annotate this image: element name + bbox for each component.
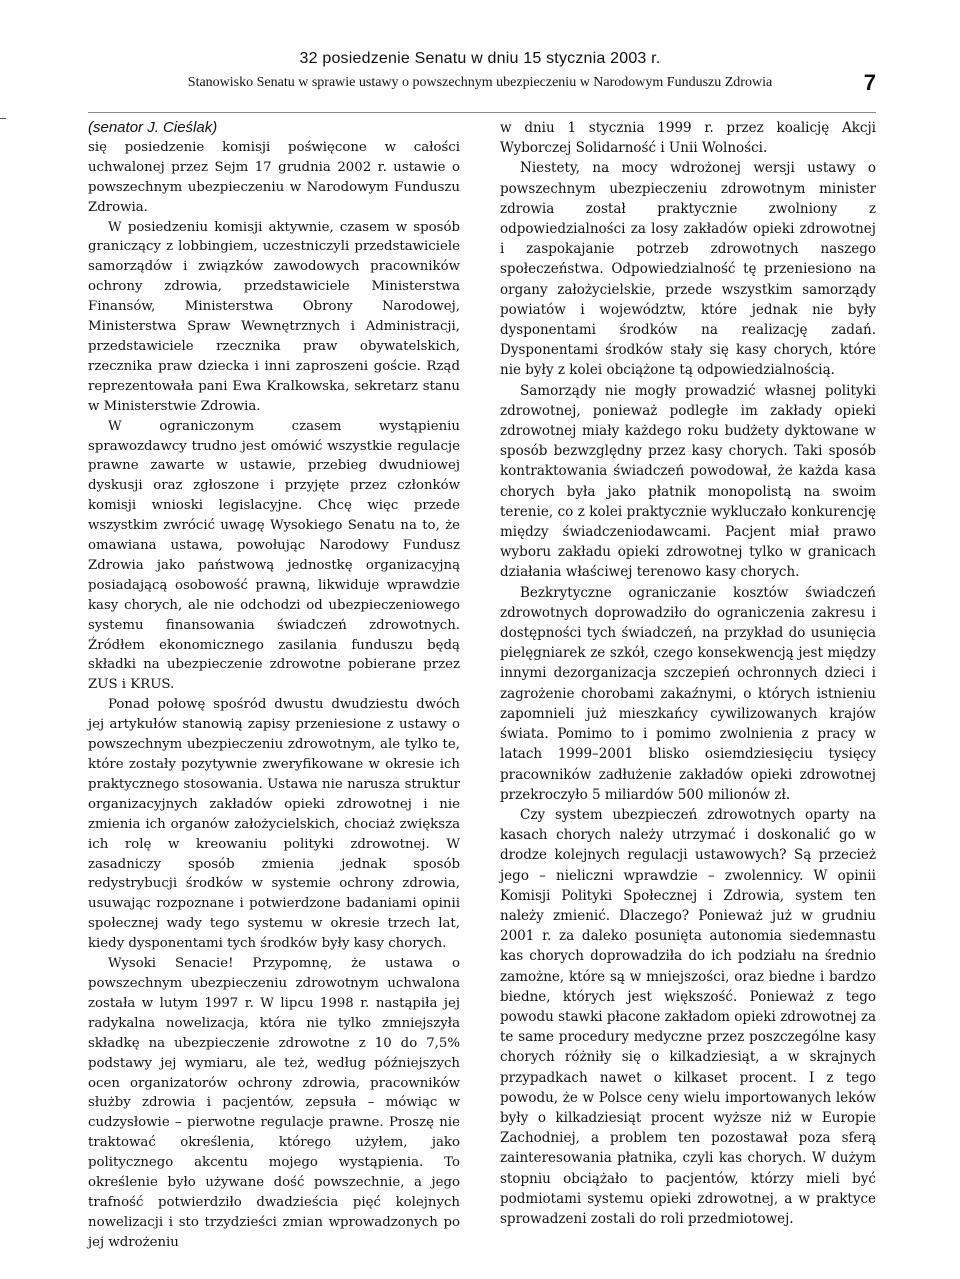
section-subtitle: Stanowisko Senatu w sprawie ustawy o powszechnym ubezpieczeniu w Narodowym Funduszu Zdrowia	[187, 75, 773, 90]
page-header	[0, 0, 960, 110]
page-number: 7	[863, 70, 876, 95]
speaker-attribution: (senator J. Cieślak)	[88, 119, 218, 136]
paragraph: Wysoki Senacie! Przypomnę, że ustawa o powszechnym ubezpieczeniu zdrowotnym uchwalona została w lutym 1997 r. W lipcu 1998 r. nastąpiła jej radykalna nowelizacja, która nie tylko zmniejszyła składkę na ubezpieczenie zdrowotne z 10 do 7,5% podstawy jej wymiaru, ale też, według późniejszych ocen organizatorów ochrony zdrowia, pracowników służby zdrowia i pacjentów, zepsuła – mówiąc w cudzysłowie – pierwotne regulacje prawne. Proszę nie traktować określenia, którego użyłem, jako politycznego akcentu mojego wystąpienia. To określenie było używane dość powszechnie, a jego trafność potwierdziło dwadzieścia pięć kolejnych nowelizacji i sto trzydzieści zmian wprowadzonych po jej wdrożeniu	[88, 956, 460, 1250]
paragraph: w dniu 1 stycznia 1999 r. przez koalicję Akcji Wyborczej Solidarność i Unii Wolności.	[500, 120, 876, 157]
left-column	[88, 118, 460, 1253]
paragraph: Samorządy nie mogły prowadzić własnej polityki zdrowotnej, ponieważ podległe im zakłady opieki zdrowotnej miały każdego roku budżety dyktowane w sposób bezwzględny przez kasy chorych. Taki sposób kontraktowania świadczeń powodował, że każda kasa chorych była jako płatnik monopolistą na swoim terenie, co z kolei praktycznie wykluczało konkurencję między świadczeniodawcami. Pacjent miał prawo wyboru zakładu opieki zdrowotnej tylko w granicach działania właściwej terenowo kasy chorych.	[500, 382, 876, 581]
paragraph: W posiedzeniu komisji aktywnie, czasem w sposób graniczący z lobbingiem, uczestniczyli przedstawiciele samorządów i związków zawodowych pracowników ochrony zdrowia, przedstawiciele Ministerstwa Finansów, Ministerstwa Obrony Narodowej, Ministerstwa Spraw Wewnętrznych i Administracji, przedstawiciele rzecznika praw obywatelskich, rzecznika praw dziecka i inni zaproszeni goście. Rząd reprezentowała pani Ewa Kralkowska, sekretarz stanu w Ministerstwie Zdrowia.	[88, 219, 460, 414]
session-title: 32 posiedzenie Senatu w dniu 15 stycznia 2003 r.	[299, 50, 661, 67]
crop-mark	[0, 118, 6, 119]
right-column	[500, 118, 876, 1229]
paragraph: Bezkrytyczne ograniczanie kosztów świadczeń zdrowotnych doprowadziło do ograniczenia zakresu i dostępności tych świadczeń, na przykład do usunięcia pielęgniarek ze szkół, czego konsekwencją jest między innymi dezorganizacja szczepień ochronnych dzieci i zagrożenie chorobami zakaźnymi, o których istnieniu zapomnieli już mieszkańcy cywilizowanych krajów świata. Pomimo to i pomimo zwolnienia z pracy w latach 1999–2001 blisko osiemdziesięciu tysięcy pracowników zadłużenie zakładów opieki zdrowotnej przekroczyło 5 miliardów 500 milionów zł.	[500, 584, 876, 803]
paragraph: się posiedzenie komisji poświęcone w całości uchwalonej przez Sejm 17 grudnia 2002 r. ustawie o powszechnym ubezpieczeniu w Narodowym Funduszu Zdrowia.	[88, 139, 460, 215]
paragraph: Niestety, na mocy wdrożonej wersji ustawy o powszechnym ubezpieczeniu zdrowotnym minister zdrowia został praktycznie zwolniony z odpowiedzialności za losy zakładów opieki zdrowotnej i zaspokajanie potrzeb zdrowotnych naszego społeczeństwa. Odpowiedzialność tę przeniesiono na organy założycielskie, przede wszystkim samorządy powiatów i województw, które jednak nie były dysponentami środków na realizację zadań. Dysponentami środków stały się kasy chorych, które nie były z kolei obciążone tą odpowiedzialnością.	[500, 160, 876, 379]
paragraph: Czy system ubezpieczeń zdrowotnych oparty na kasach chorych należy utrzymać i doskonalić go w drodze kolejnych regulacji ustawowych? Są przecież jego – nieliczni wprawdzie – zwolennicy. W opinii Komisji Polityki Społecznej i Zdrowia, system ten należy zmienić. Dlaczego? Ponieważ już w grudniu 2001 r. za daleko posunięta autonomia siedemnastu kas chorych doprowadziła do ich podziału na średnio zamożne, które są w mniejszości, oraz biedne i bardzo biedne, których jest większość. Ponieważ z tego powodu stawki płacone zakładom opieki zdrowotnej za te same procedury medyczne przez poszczególne kasy chorych różniły się o kilkadziesiąt, a w skrajnych przypadkach nawet o kilkaset procent. I z tego powodu, że w Polsce ceny wielu importowanych leków były o kilkadziesiąt procent wyższe niż w Europie Zachodniej, a problem ten pozostawał poza sferą zainteresowania płatnika, czyli kas chorych. W dużym stopniu obciążało to pacjentów, którzy mieli być podmiotami systemu opieki zdrowotnej, a w praktyce sprowadzeni zostali do roli przedmiotowej.	[500, 806, 876, 1227]
header-rule	[88, 112, 876, 113]
paragraph: W ograniczonym czasem wystąpieniu sprawozdawcy trudno jest omówić wszystkie regulacje prawne zawarte w ustawie, przebieg dwudniowej dyskusji oraz zgłoszone i przyjęte przez członków komisji wnioski legislacyjne. Chcę więc przede wszystkim zwrócić uwagę Wysokiego Senatu na to, że omawiana ustawa, powołując Narodowy Fundusz Zdrowia jako państwową jednostkę organizacyjną posiadającą osobowość prawną, likwiduje wprawdzie kasy chorych, ale nie odchodzi od ubezpieczeniowego systemu finansowania świadczeń zdrowotnych. Źródłem ekonomicznego zasilania funduszu będą składki na ubezpieczenie zdrowotne pobierane przez ZUS i KRUS.	[88, 418, 460, 693]
paragraph: Ponad połowę spośród dwustu dwudziestu dwóch jej artykułów stanowią zapisy przeniesione z ustawy o powszechnym ubezpieczeniu zdrowotnym, ale tylko te, które zostały pozytywnie zweryfikowane w okresie ich praktycznego stosowania. Ustawa nie narusza struktur organizacyjnych zakładów opieki zdrowotnej i nie zmienia ich organów założycielskich, chociaż zwiększa ich rolę w kreowaniu polityki zdrowotnej. W zasadniczy sposób zmienia jednak sposób redystrybucji środków w systemie ochrony zdrowia, usuwając rozpoznane i potwierdzone badaniami opinii społecznej wady tego systemu w okresie trzech lat, kiedy dysponentami tych środków były kasy chorych.	[88, 697, 460, 952]
